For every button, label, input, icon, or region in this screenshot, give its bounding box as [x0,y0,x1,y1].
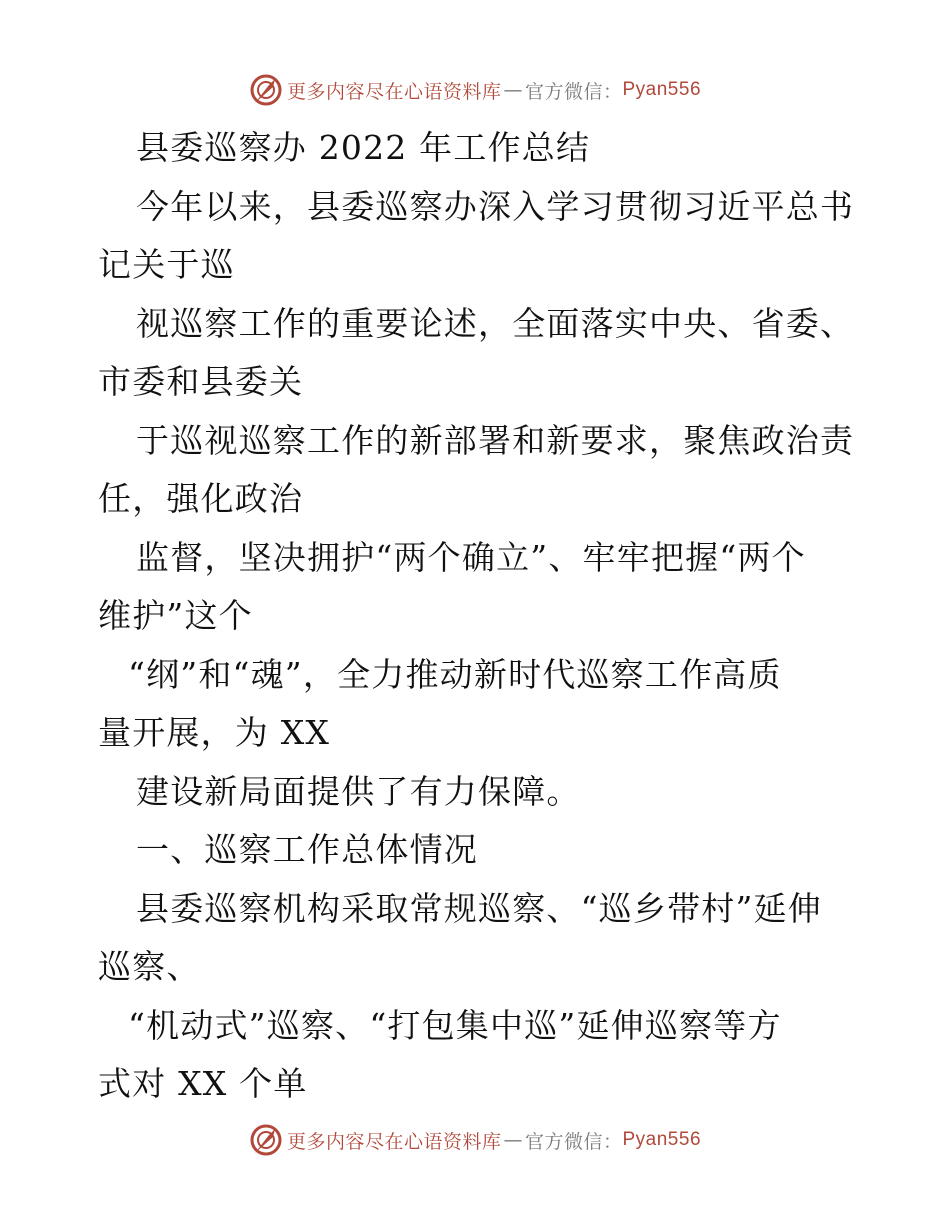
header-watermark [0,70,950,110]
text-line: 市委和县委关 [98,362,304,401]
text-line: 任，强化政治 [98,479,304,518]
quill-logo-icon [249,73,283,107]
section-heading: 一、巡察工作总体情况 [136,830,478,869]
text-line: “机动式”巡察、“打包集中巡”延伸巡察等方 [128,1005,782,1045]
text-line: 量开展，为 XX [98,713,331,752]
text-line: 维护”这个 [98,596,253,635]
text-line: 式对 XX 个单 [98,1064,308,1103]
text-line: 记关于巡 [98,245,235,284]
text-line: 县委巡察机构采取常规巡察、“巡乡带村”延伸 [136,888,822,928]
text-line: 监督，坚决拥护“两个确立”、牢牢把握“两个 [136,537,806,577]
text-line: 视巡察工作的重要论述，全面落实中央、省委、 [136,303,855,343]
watermark-brand: 更多内容尽在心语资料库 [286,1130,502,1153]
quill-logo-icon [249,1123,283,1157]
watermark-account: Pyan556 [622,79,702,100]
text-line: 于巡视巡察工作的新部署和新要求，聚焦政治责 [136,420,855,460]
document-body [98,119,858,1114]
document-title: 县委巡察办 2022 年工作总结 [136,128,591,167]
text-line: 巡察、 [98,947,201,986]
footer-watermark [0,1120,950,1160]
watermark-brand: 更多内容尽在心语资料库 [286,80,502,103]
text-line: 今年以来，县委巡察办深入学习贯彻习近平总书 [136,186,855,226]
text-line: 建设新局面提供了有力保障。 [136,771,581,811]
watermark-separator: — [503,79,523,101]
watermark-account: Pyan556 [622,1129,702,1150]
text-line: “纲”和“魂”，全力推动新时代巡察工作高质 [128,654,782,694]
watermark-separator: — [503,1129,523,1151]
watermark-label: 官方微信： [524,80,623,103]
watermark-label: 官方微信： [524,1130,623,1153]
